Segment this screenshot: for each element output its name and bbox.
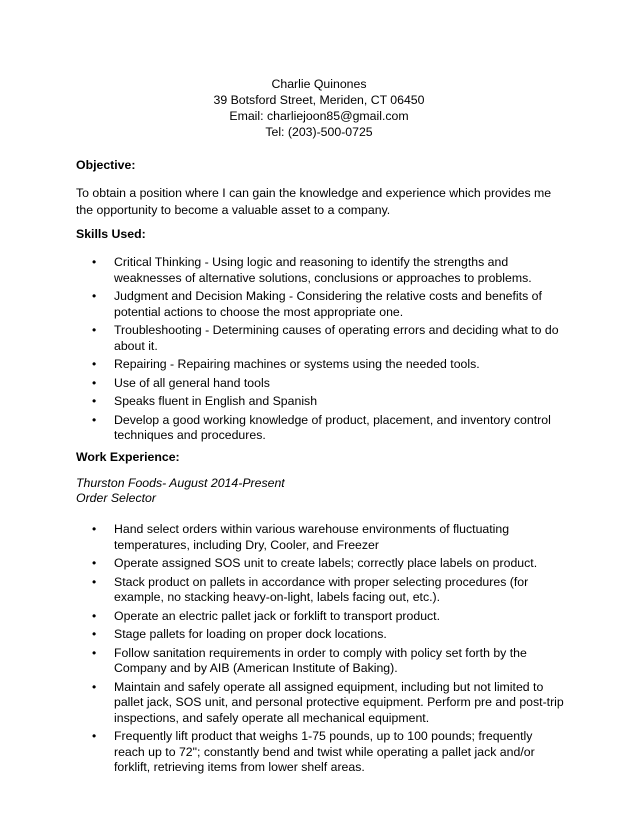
list-item: • Maintain and safely operate all assigned equipment, including but not limited to pallet jack, SOS unit, and personal protective equipment. Perform pre and post-trip inspections, and safely operate all mechanical equipment. xyxy=(76,680,566,727)
applicant-name: Charlie Quinones xyxy=(271,77,367,91)
applicant-email: Email: charliejoon85@gmail.com xyxy=(229,109,409,123)
applicant-address: 39 Botsford Street, Meriden, CT 06450 xyxy=(213,93,425,107)
work-duties-list xyxy=(76,522,566,779)
objective-text: To obtain a position where I can gain the knowledge and experience which provides me the opportunity to become a valuable asset to a company. xyxy=(76,186,552,217)
list-item: • Speaks fluent in English and Spanish xyxy=(76,394,566,410)
work-heading: Work Experience: xyxy=(76,450,180,464)
list-item: • Use of all general hand tools xyxy=(76,376,566,392)
list-item: • Frequently lift product that weighs 1-75 pounds, up to 100 pounds; frequently reach up to 72"; constantly bend and twist while operating a pallet jack and/or forklift, retrieving items from lower shelf areas. xyxy=(76,729,566,776)
list-item: • Stage pallets for loading on proper dock locations. xyxy=(76,627,566,643)
skills-heading: Skills Used: xyxy=(76,227,146,241)
list-item: • Stack product on pallets in accordance with proper selecting procedures (for example, no stacking heavy-on-light, labels facing out, etc.). xyxy=(76,575,566,606)
list-item: • Develop a good working knowledge of product, placement, and inventory control techniques and procedures. xyxy=(76,413,566,444)
skills-list xyxy=(76,255,566,447)
list-item: • Hand select orders within various warehouse environments of fluctuating temperatures, including Dry, Cooler, and Freezer xyxy=(76,522,566,553)
objective-heading: Objective: xyxy=(76,158,136,172)
list-item: • Troubleshooting - Determining causes of operating errors and deciding what to do about it. xyxy=(76,323,566,354)
list-item: • Follow sanitation requirements in order to comply with policy set forth by the Company and by AIB (American Institute of Baking). xyxy=(76,646,566,677)
list-item: • Critical Thinking - Using logic and reasoning to identify the strengths and weaknesses of alternative solutions, conclusions or approaches to problems. xyxy=(76,255,566,286)
job-role: Order Selector xyxy=(76,491,156,505)
applicant-phone: Tel: (203)-500-0725 xyxy=(265,125,373,139)
list-item: • Judgment and Decision Making - Considering the relative costs and benefits of potential actions to choose the most appropriate one. xyxy=(76,289,566,320)
list-item: • Operate an electric pallet jack or forklift to transport product. xyxy=(76,609,566,625)
job-company: Thurston Foods- August 2014-Present xyxy=(76,476,285,490)
list-item: • Operate assigned SOS unit to create labels; correctly place labels on product. xyxy=(76,556,566,572)
list-item: • Repairing - Repairing machines or systems using the needed tools. xyxy=(76,357,566,373)
contact-header xyxy=(0,76,638,140)
